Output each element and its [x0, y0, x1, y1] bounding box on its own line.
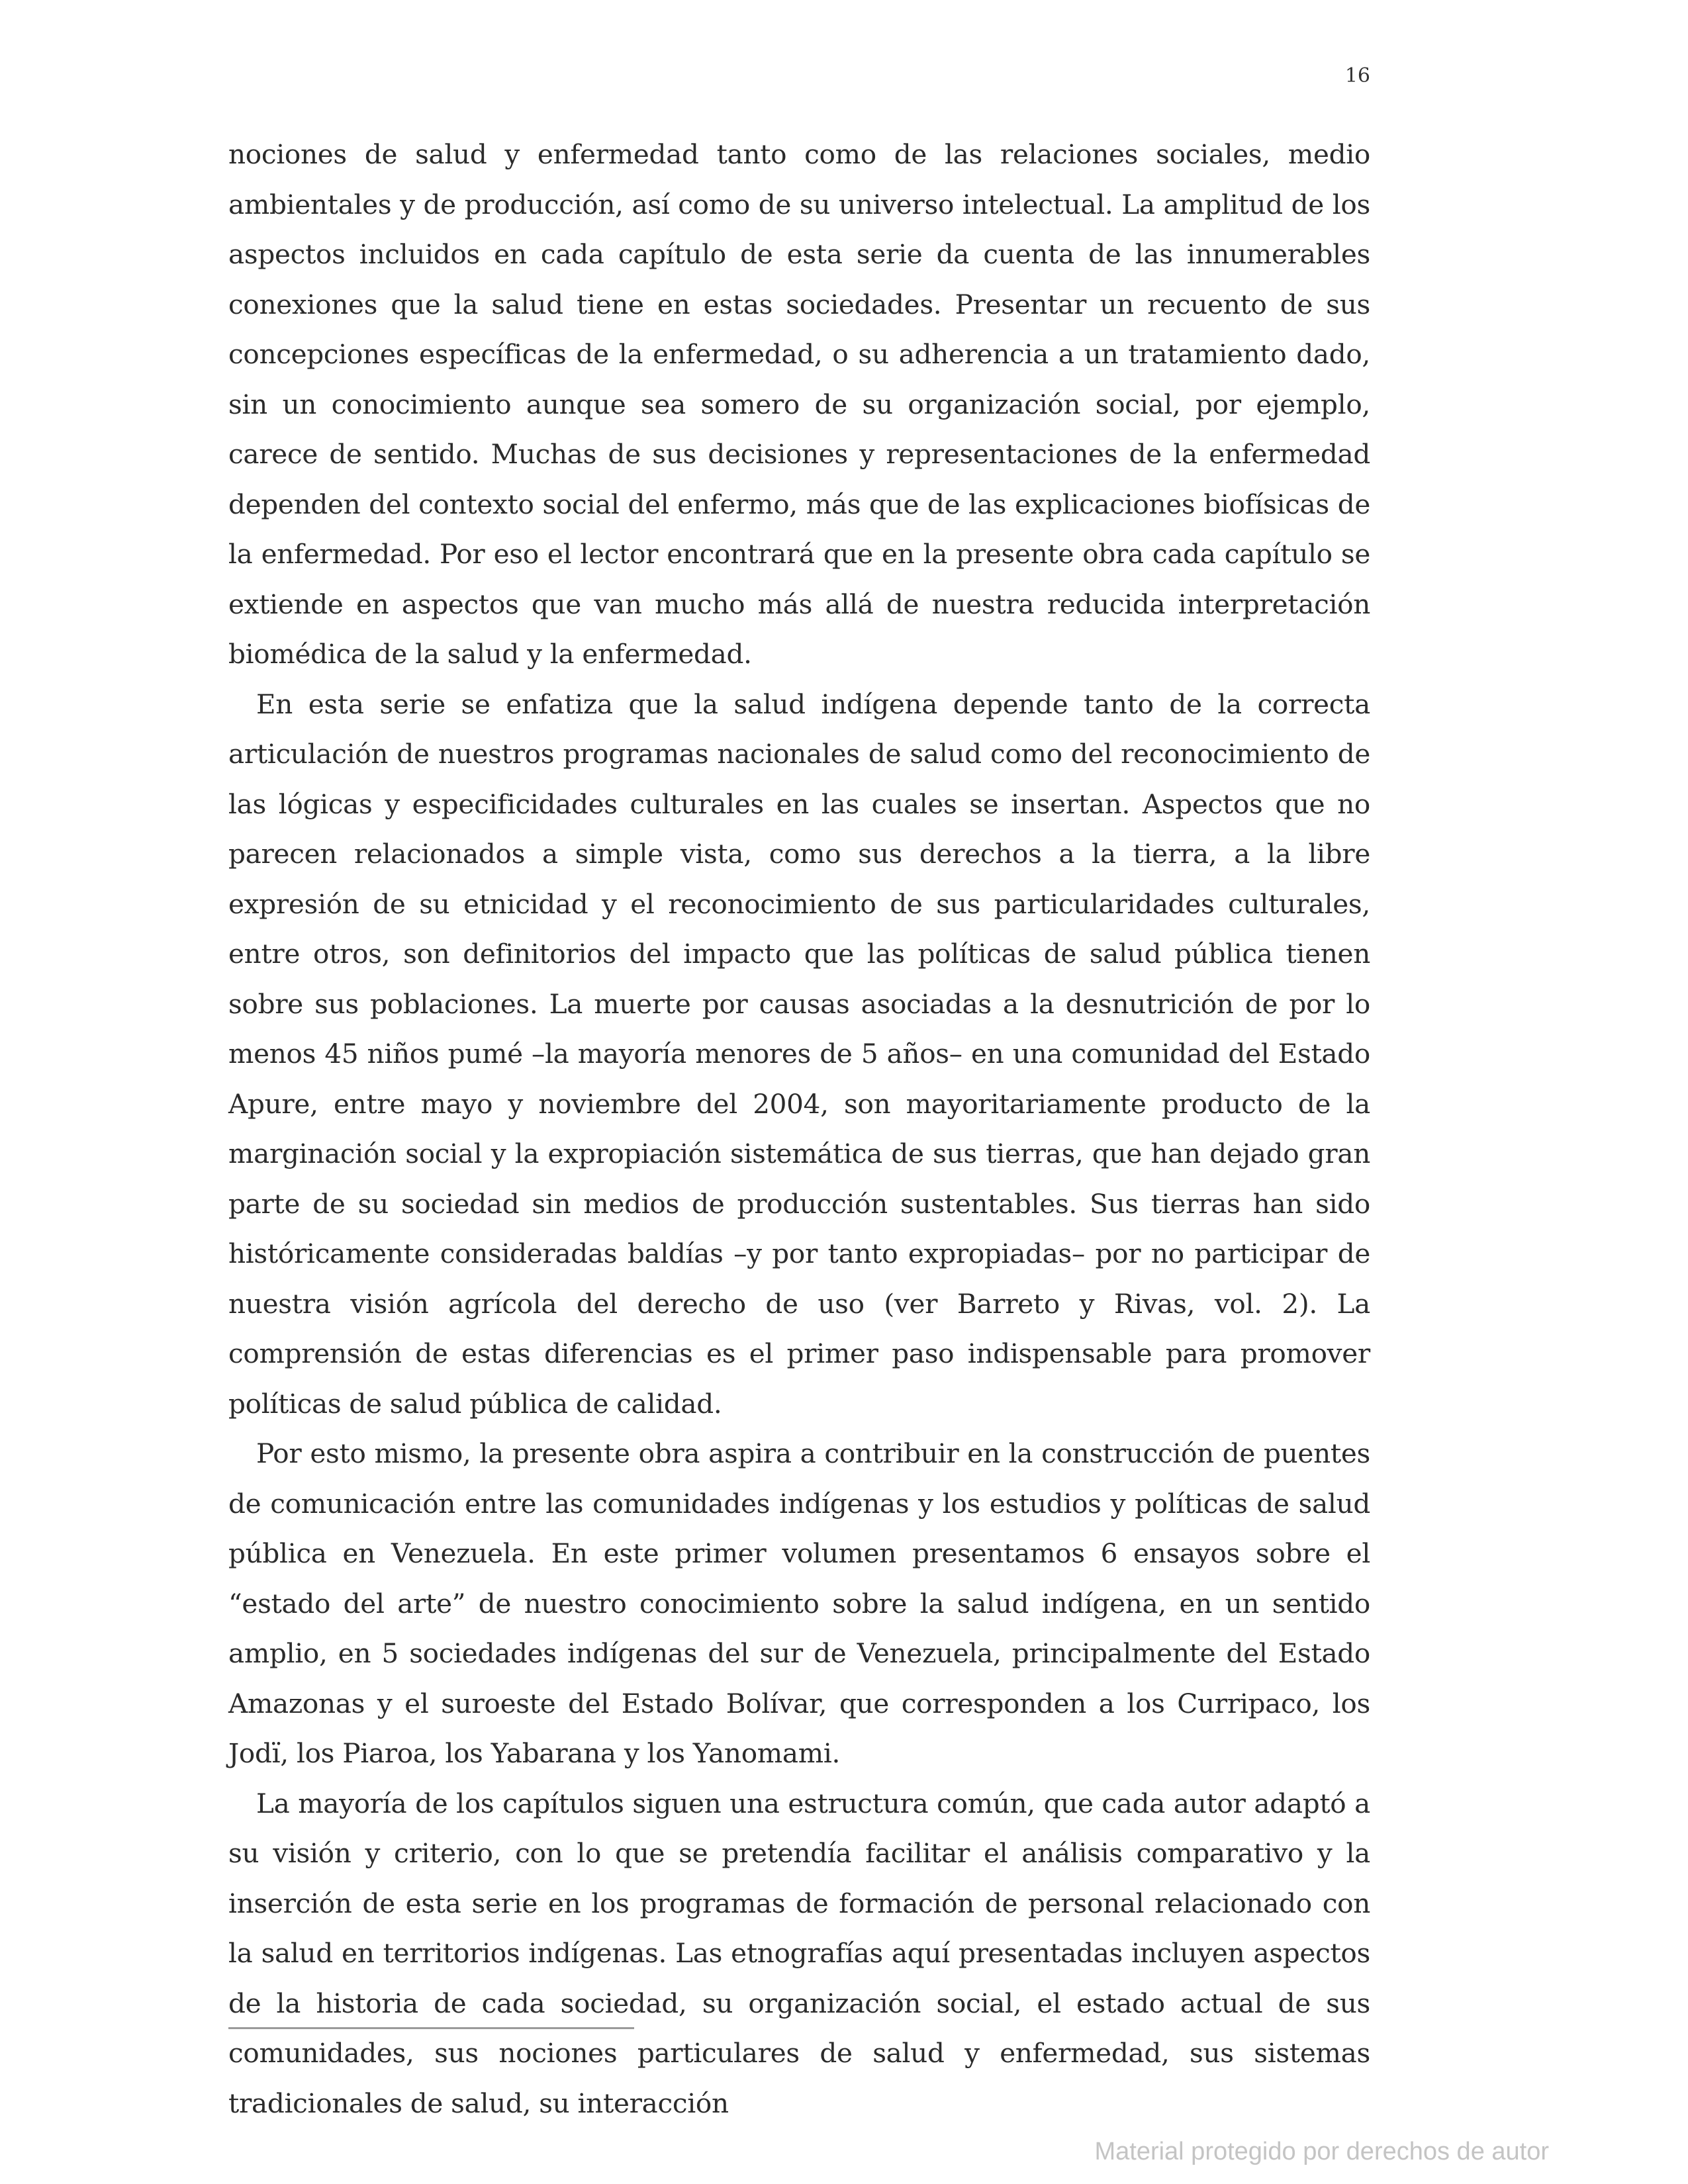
page-number: 16 — [1344, 64, 1370, 87]
paragraph: En esta serie se enfatiza que la salud indígena depende tanto de la correcta articulación de nuestros programas nacionales de salud como del reconocimiento de las lógicas y especificidades culturales en las cuales se insertan. Aspectos que no parecen relacionados a simple vista, como sus derechos a la tierra, a la libre expresión de su etnicidad y el reconocimiento de sus particularidades culturales, entre otros, son definitorios del impacto que las políticas de salud pública tienen sobre sus poblaciones. La muerte por causas asociadas a la desnutrición de por lo menos 45 niños pumé –la mayoría menores de 5 años– en una comunidad del Estado Apure, entre mayo y noviembre del 2004, son mayoritariamente producto de la marginación social y la expropiación sistemática de sus tierras, que han dejado gran parte de su sociedad sin medios de producción sustentables. Sus tierras han sido históricamente consideradas baldías –y por tanto expropiadas– por no participar de nuestra visión agrícola del derecho de uso (ver Barreto y Rivas, vol. 2). La comprensión de estas diferencias es el primer paso indispensable para promover políticas de salud pública de calidad. — [228, 688, 1370, 1420]
body-text — [228, 130, 1370, 2128]
paragraph: Por esto mismo, la presente obra aspira a contribuir en la construcción de puentes de comunicación entre las comunidades indígenas y los estudios y políticas de salud pública en Venezuela. En este primer volumen presentamos 6 ensayos sobre el “estado del arte” de nuestro conocimiento sobre la salud indígena, en un sentido amplio, en 5 sociedades indígenas del sur de Venezuela, principalmente del Estado Amazonas y el suroeste del Estado Bolívar, que corresponden a los Curripaco, los Jodï, los Piaroa, los Yabarana y los Yanomami. — [228, 1437, 1370, 1769]
paragraph: La mayoría de los capítulos siguen una estructura común, que cada autor adaptó a su visión y criterio, con lo que se pretendía facilitar el análisis comparativo y la inserción de esta serie en los programas de formación de personal relacionado con la salud en territorios indígenas. Las etnografías aquí presentadas incluyen aspectos de la historia de cada sociedad, su organización social, el estado actual de sus comunidades, sus nociones particulares de salud y enfermedad, sus sistemas tradicionales de salud, su interacción — [228, 1787, 1370, 2119]
footnote-divider — [228, 2027, 634, 2029]
paragraph: nociones de salud y enfermedad tanto como de las relaciones sociales, medio ambientales y de producción, así como de su universo intelectual. La amplitud de los aspectos incluidos en cada capítulo de esta serie da cuenta de las innumerables conexiones que la salud tiene en estas sociedades. Presentar un recuento de sus concepciones específicas de la enfermedad, o su adherencia a un tratamiento dado, sin un conocimiento aunque sea somero de su organización social, por ejemplo, carece de sentido. Muchas de sus decisiones y representaciones de la enfermedad dependen del contexto social del enfermo, más que de las explicaciones biofísicas de la enfermedad. Por eso el lector encontrará que en la presente obra cada capítulo se extiende en aspectos que van mucho más allá de nuestra reducida interpretación biomédica de la salud y la enfermedad. — [228, 138, 1370, 670]
copyright-watermark: Material protegido por derechos de autor — [1094, 2138, 1549, 2165]
